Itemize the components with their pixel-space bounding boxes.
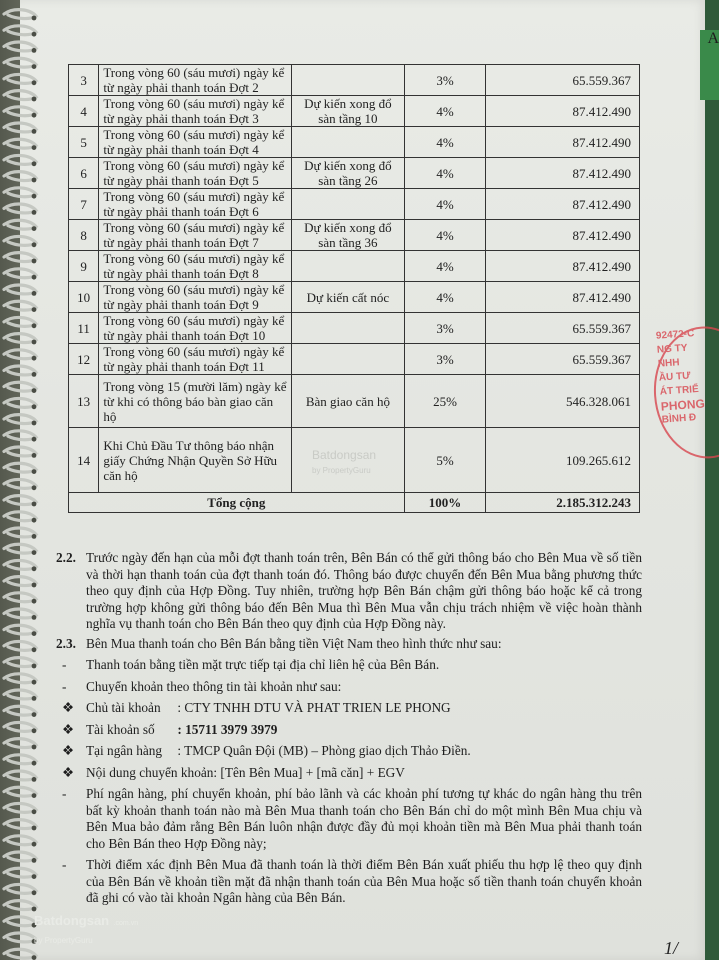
punch-hole xyxy=(32,129,37,134)
punch-hole xyxy=(32,275,37,280)
cell-number: 10 xyxy=(69,282,99,313)
spiral-coil xyxy=(4,220,36,229)
punch-hole xyxy=(32,696,37,701)
total-row xyxy=(69,493,640,513)
spiral-coil xyxy=(4,58,36,67)
cell-milestone: Dự kiến xong đổ sàn tầng 26 xyxy=(292,158,405,189)
spiral-coil xyxy=(4,10,36,19)
table-row xyxy=(69,65,640,96)
punch-hole xyxy=(32,453,37,458)
punch-hole xyxy=(32,161,37,166)
field-label: Tại ngân hàng xyxy=(86,743,163,758)
corner-label xyxy=(700,30,719,100)
spiral-coil xyxy=(4,690,36,699)
cell-number: 3 xyxy=(69,65,99,96)
spiral-coil xyxy=(4,949,36,958)
account-number: ❖ Tài khoản số : 15711 3979 3979 xyxy=(62,721,278,737)
item-text: Thời điểm xác định Bên Mua đã thanh toán là thời điểm Bên Bán xuất phiếu thu hợp lệ theo quy định của Bên Bán về khoản tiền mặt đã nhận thanh toán của Bên Mua hoặc số tiền thanh toán chuyển khoản đã ghi có vào tài khoản Ngân hàng của Bên Bán. xyxy=(86,857,642,905)
page-number-mark: 1/ xyxy=(664,938,679,958)
field-value: : TMCP Quân Đội (MB) – Phòng giao dịch Thảo Điền. xyxy=(177,743,471,758)
cell-description: Trong vòng 60 (sáu mươi) ngày kể từ ngày phải thanh toán Đợt 2 xyxy=(99,65,292,96)
cell-amount: 87.412.490 xyxy=(486,189,640,220)
cell-description: Khi Chủ Đầu Tư thông báo nhận giấy Chứng Nhận Quyền Sở Hữu căn hộ xyxy=(99,428,292,493)
spiral-coil xyxy=(4,139,36,148)
cell-milestone: Dự kiến xong đổ sàn tầng 10 xyxy=(292,96,405,127)
cell-percent: 3% xyxy=(404,313,486,344)
table-row xyxy=(69,251,640,282)
spiral-coil xyxy=(4,236,36,245)
punch-hole xyxy=(32,955,37,960)
cell-percent: 25% xyxy=(404,375,486,428)
punch-hole xyxy=(32,826,37,831)
punch-hole xyxy=(32,404,37,409)
spiral-coil xyxy=(4,285,36,294)
table-row xyxy=(69,220,640,251)
spiral-coil xyxy=(4,755,36,764)
item-text: Nội dung chuyển khoản: [Tên Bên Mua] + [mã căn] + EGV xyxy=(86,764,405,780)
spiral-coil xyxy=(4,172,36,181)
cell-number: 12 xyxy=(69,344,99,375)
contract-body xyxy=(56,550,642,912)
cell-number: 7 xyxy=(69,189,99,220)
cell-number: 8 xyxy=(69,220,99,251)
dash-item: - Thanh toán bằng tiền mặt trực tiếp tại địa chỉ liên hệ của Bên Bán. xyxy=(62,657,440,672)
table-row xyxy=(69,189,640,220)
spiral-coil xyxy=(4,463,36,472)
cell-milestone: Dự kiến xong đổ sàn tầng 36 xyxy=(292,220,405,251)
cell-number: 9 xyxy=(69,251,99,282)
spiral-binding xyxy=(0,0,46,960)
spiral-coil xyxy=(4,560,36,569)
punch-hole xyxy=(32,437,37,442)
spiral-coil xyxy=(4,625,36,634)
punch-hole xyxy=(32,566,37,571)
spiral-coil xyxy=(4,155,36,164)
punch-hole xyxy=(32,259,37,264)
spiral-coil xyxy=(4,204,36,213)
cell-amount: 87.412.490 xyxy=(486,158,640,189)
punch-hole xyxy=(32,550,37,555)
punch-hole xyxy=(32,518,37,523)
section-2-2 xyxy=(56,550,642,633)
field-value: : CTY TNHH DTU VÀ PHAT TRIEN LE PHONG xyxy=(177,700,451,715)
spiral-coil xyxy=(4,787,36,796)
punch-hole xyxy=(32,502,37,507)
cell-amount: 87.412.490 xyxy=(486,96,640,127)
spiral-coil xyxy=(4,123,36,132)
spiral-coil xyxy=(4,933,36,942)
cell-description: Trong vòng 60 (sáu mươi) ngày kể từ ngày phải thanh toán Đợt 3 xyxy=(99,96,292,127)
watermark-sub: by PropertyGuru xyxy=(312,466,371,475)
dash-item: - Thời điểm xác định Bên Mua đã thanh toán là thời điểm Bên Bán xuất phiếu thu hợp lệ theo quy định của Bên Bán về khoản tiền mặt đã nhận thanh toán của Bên Mua hoặc số tiền thanh toán chuyển khoản đã ghi có vào tài khoản Ngân hàng của Bên Bán. xyxy=(62,857,642,905)
cell-percent: 4% xyxy=(404,251,486,282)
cell-amount: 65.559.367 xyxy=(486,344,640,375)
punch-hole xyxy=(32,583,37,588)
spiral-coil xyxy=(4,820,36,829)
punch-hole xyxy=(32,64,37,69)
table-row xyxy=(69,344,640,375)
spiral-coil xyxy=(4,803,36,812)
punch-hole xyxy=(32,469,37,474)
punch-hole xyxy=(32,48,37,53)
spiral-coil xyxy=(4,431,36,440)
cell-number: 11 xyxy=(69,313,99,344)
bank: ❖ Tại ngân hàng : TMCP Quân Đội (MB) – Phòng giao dịch Thảo Điền. xyxy=(62,743,471,758)
spiral-coil xyxy=(4,366,36,375)
punch-hole xyxy=(32,388,37,393)
punch-hole xyxy=(32,356,37,361)
spiral-coil xyxy=(4,512,36,521)
cell-milestone xyxy=(292,251,405,282)
spiral-coil xyxy=(4,398,36,407)
punch-hole xyxy=(32,97,37,102)
total-amount: 2.185.312.243 xyxy=(486,493,640,513)
cell-percent: 3% xyxy=(404,344,486,375)
punch-hole xyxy=(32,323,37,328)
punch-hole xyxy=(32,485,37,490)
section-text: Bên Mua thanh toán cho Bên Bán bằng tiền Việt Nam theo hình thức như sau: xyxy=(86,635,502,651)
corner-watermark xyxy=(34,912,138,948)
field-label: Chủ tài khoản xyxy=(86,700,161,715)
punch-hole xyxy=(32,728,37,733)
spiral-coil xyxy=(4,706,36,715)
cell-milestone xyxy=(292,65,405,96)
spiral-coil xyxy=(4,26,36,35)
cell-number: 5 xyxy=(69,127,99,158)
cell-description: Trong vòng 60 (sáu mươi) ngày kể từ ngày phải thanh toán Đợt 5 xyxy=(99,158,292,189)
cell-description: Trong vòng 60 (sáu mươi) ngày kể từ ngày phải thanh toán Đợt 8 xyxy=(99,251,292,282)
spiral-coil xyxy=(4,107,36,116)
cell-amount: 109.265.612 xyxy=(486,428,640,493)
watermark-brand: Batdongsan xyxy=(34,913,110,928)
table-row xyxy=(69,282,640,313)
punch-hole xyxy=(32,16,37,21)
transfer-content: ❖ Nội dung chuyển khoản: [Tên Bên Mua] + [mã căn] + EGV xyxy=(62,764,405,780)
spiral-coil xyxy=(4,496,36,505)
watermark-brand: Batdongsan xyxy=(312,448,377,462)
item-text: Chuyển khoản theo thông tin tài khoản như sau: xyxy=(86,678,342,694)
cell-description: Trong vòng 15 (mười lăm) ngày kể từ khi có thông báo bàn giao căn hộ xyxy=(99,375,292,428)
spiral-coil xyxy=(4,91,36,100)
spiral-coil xyxy=(4,609,36,618)
cell-percent: 4% xyxy=(404,96,486,127)
punch-hole xyxy=(32,226,37,231)
punch-hole xyxy=(32,680,37,685)
spiral-coil xyxy=(4,901,36,910)
punch-hole xyxy=(32,615,37,620)
cell-percent: 4% xyxy=(404,282,486,313)
punch-hole xyxy=(32,793,37,798)
total-label: Tổng cộng xyxy=(69,493,405,513)
cell-amount: 546.328.061 xyxy=(486,375,640,428)
cell-percent: 4% xyxy=(404,189,486,220)
cell-description: Trong vòng 60 (sáu mươi) ngày kể từ ngày phải thanh toán Đợt 9 xyxy=(99,282,292,313)
punch-hole xyxy=(32,842,37,847)
spiral-coil xyxy=(4,269,36,278)
center-watermark xyxy=(312,448,376,476)
cell-milestone: Bàn giao căn hộ xyxy=(292,375,405,428)
total-percent: 100% xyxy=(404,493,486,513)
cell-milestone: Dự kiến cất nóc xyxy=(292,282,405,313)
punch-hole xyxy=(32,631,37,636)
spiral-coil xyxy=(4,253,36,262)
punch-hole xyxy=(32,534,37,539)
spiral-coil xyxy=(4,868,36,877)
section-number: 2.2. xyxy=(56,550,76,565)
punch-hole xyxy=(32,307,37,312)
spiral-coil xyxy=(4,658,36,667)
cell-description: Trong vòng 60 (sáu mươi) ngày kể từ ngày phải thanh toán Đợt 10 xyxy=(99,313,292,344)
cell-description: Trong vòng 60 (sáu mươi) ngày kể từ ngày phải thanh toán Đợt 7 xyxy=(99,220,292,251)
cell-milestone xyxy=(292,189,405,220)
spiral-coil xyxy=(4,415,36,424)
punch-hole xyxy=(32,809,37,814)
punch-hole xyxy=(32,194,37,199)
cell-description: Trong vòng 60 (sáu mươi) ngày kể từ ngày phải thanh toán Đợt 11 xyxy=(99,344,292,375)
watermark-domain: .com.vn xyxy=(113,920,139,927)
cell-amount: 87.412.490 xyxy=(486,127,640,158)
dash-item: - Phí ngân hàng, phí chuyển khoản, phí bảo lãnh và các khoản phí tương tự khác do ngân hàng thu trên bất kỳ khoản thanh toán nào mà Bên Mua thanh toán cho Bên Bán chỉ do một mình Bên Mua chịu và Bên Mua bảo đảm rằng Bên Bán luôn nhận được đầy đủ mọi khoản tiền mà Bên Mua phải thanh toán cho Bên Bán theo Hợp Đồng này; xyxy=(62,786,642,851)
punch-hole xyxy=(32,178,37,183)
spiral-coil xyxy=(4,382,36,391)
cell-amount: 87.412.490 xyxy=(486,251,640,282)
spiral-coil xyxy=(4,739,36,748)
spiral-coil xyxy=(4,674,36,683)
punch-hole xyxy=(32,113,37,118)
cell-percent: 5% xyxy=(404,428,486,493)
spiral-coil xyxy=(4,884,36,893)
item-text: Phí ngân hàng, phí chuyển khoản, phí bảo lãnh và các khoản phí tương tự khác do ngân hàng thu trên bất kỳ khoản thanh toán nào mà Bên Mua thanh toán cho Bên Bán chỉ do một mình Bên Mua chịu và Bên Mua bảo đảm rằng Bên Bán luôn nhận được đầy đủ mọi khoản tiền mà Bên Mua phải thanh toán cho Bên Bán theo Hợp Đồng này; xyxy=(86,786,642,851)
table-row xyxy=(69,375,640,428)
punch-hole xyxy=(32,340,37,345)
spiral-coil xyxy=(4,917,36,926)
spiral-coil xyxy=(4,74,36,83)
spiral-coil xyxy=(4,350,36,359)
spiral-coil xyxy=(4,334,36,343)
table-row xyxy=(69,313,640,344)
spiral-coil xyxy=(4,544,36,553)
dash-item: - Chuyển khoản theo thông tin tài khoản như sau: xyxy=(62,678,342,694)
punch-hole xyxy=(32,907,37,912)
cell-amount: 87.412.490 xyxy=(486,282,640,313)
cell-number: 13 xyxy=(69,375,99,428)
cell-percent: 4% xyxy=(404,127,486,158)
item-text: Thanh toán bằng tiền mặt trực tiếp tại địa chỉ liên hệ của Bên Bán. xyxy=(86,657,440,672)
section-text: Trước ngày đến hạn của mỗi đợt thanh toán trên, Bên Bán có thể gửi thông báo cho Bên Mua về số tiền và thời hạn thanh toán của đợt thanh toán đó. Thông báo được chuyển đến Bên Mua bằng phương thức theo quy định của Hợp Đồng. Tuy nhiên, trường hợp Bên Bán chậm gửi thông báo hoặc kể cả trong trường hợp không gửi thông báo đến Bên Mua thì Bên Mua vẫn chịu trách nhiệm về việc hoàn thành nghĩa vụ thanh toán cho Bên Bán theo quy định của Hợp Đồng này. xyxy=(86,550,642,631)
spiral-coil xyxy=(4,641,36,650)
table-row xyxy=(69,127,640,158)
spiral-coil xyxy=(4,528,36,537)
punch-hole xyxy=(32,761,37,766)
punch-hole xyxy=(32,777,37,782)
cell-number: 4 xyxy=(69,96,99,127)
watermark-sub: by PropertyGuru xyxy=(34,936,93,945)
cell-percent: 4% xyxy=(404,158,486,189)
cell-amount: 87.412.490 xyxy=(486,220,640,251)
cell-milestone xyxy=(292,344,405,375)
background-binder-edge xyxy=(705,0,719,960)
punch-hole xyxy=(32,291,37,296)
cell-percent: 3% xyxy=(404,65,486,96)
spiral-coil xyxy=(4,836,36,845)
company-stamp: 92472-C NG TY NHH ẦU TƯ ÁT TRIỂ PHONG BÌNH Đ xyxy=(644,326,719,461)
spiral-coil xyxy=(4,317,36,326)
punch-hole xyxy=(32,210,37,215)
punch-hole xyxy=(32,664,37,669)
punch-hole xyxy=(32,745,37,750)
spiral-coil xyxy=(4,593,36,602)
cell-description: Trong vòng 60 (sáu mươi) ngày kể từ ngày phải thanh toán Đợt 4 xyxy=(99,127,292,158)
cell-number: 14 xyxy=(69,428,99,493)
table-row xyxy=(69,96,640,127)
cell-milestone xyxy=(292,313,405,344)
cell-amount: 65.559.367 xyxy=(486,65,640,96)
cell-percent: 4% xyxy=(404,220,486,251)
punch-hole xyxy=(32,32,37,37)
cell-description: Trong vòng 60 (sáu mươi) ngày kể từ ngày phải thanh toán Đợt 6 xyxy=(99,189,292,220)
corner-letter: A xyxy=(707,30,719,47)
punch-hole xyxy=(32,242,37,247)
spiral-coil xyxy=(4,852,36,861)
field-value: : 15711 3979 3979 xyxy=(177,721,278,737)
cell-number: 6 xyxy=(69,158,99,189)
punch-hole xyxy=(32,80,37,85)
payment-schedule-table xyxy=(68,64,640,513)
punch-hole xyxy=(32,421,37,426)
spiral-coil xyxy=(4,188,36,197)
punch-hole xyxy=(32,599,37,604)
spiral-coil xyxy=(4,42,36,51)
cell-amount: 65.559.367 xyxy=(486,313,640,344)
cell-milestone xyxy=(292,127,405,158)
punch-hole xyxy=(32,712,37,717)
spiral-coil xyxy=(4,577,36,586)
section-2-3 xyxy=(56,635,642,653)
field-label: Tài khoản số xyxy=(86,721,155,737)
punch-hole xyxy=(32,874,37,879)
spiral-coil xyxy=(4,301,36,310)
spiral-coil xyxy=(4,447,36,456)
table-row xyxy=(69,158,640,189)
punch-hole xyxy=(32,858,37,863)
punch-hole xyxy=(32,647,37,652)
spiral-coil xyxy=(4,771,36,780)
spiral-coil xyxy=(4,722,36,731)
section-number: 2.3. xyxy=(56,635,76,651)
account-holder: ❖ Chủ tài khoản : CTY TNHH DTU VÀ PHAT TRIEN LE PHONG xyxy=(62,700,451,715)
spiral-coil xyxy=(4,479,36,488)
punch-hole xyxy=(32,890,37,895)
punch-hole xyxy=(32,145,37,150)
punch-hole xyxy=(32,372,37,377)
